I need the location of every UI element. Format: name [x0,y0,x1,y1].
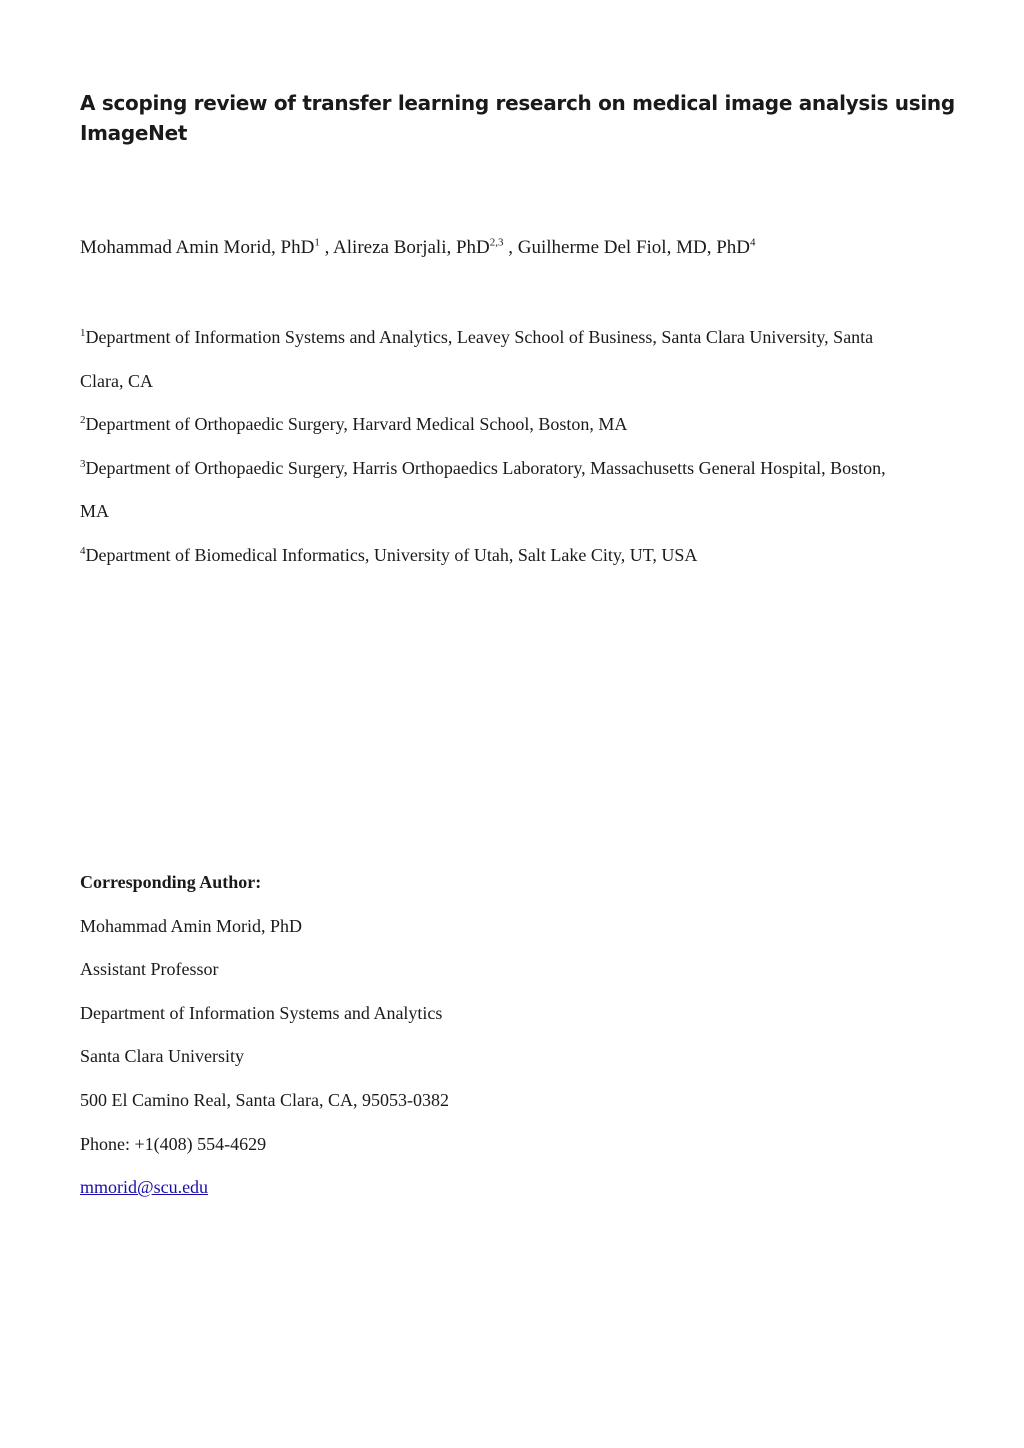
author-affiliation-marker: 1 [314,236,320,249]
affiliation-text: Department of Information Systems and Analytics, Leavey School of Business, Santa Clara University, Santa [85,327,874,347]
author-separator: , [503,237,518,258]
author-list [80,236,960,260]
affiliation-item [80,447,950,491]
corresponding-author-name: Mohammad Amin Morid, PhD [80,915,303,936]
affiliation-text: Department of Biomedical Informatics, University of Utah, Salt Lake City, UT, USA [85,544,698,565]
author-name: Guilherme Del Fiol, MD, PhD [517,237,750,258]
email-link[interactable]: mmorid@scu.edu [80,1177,209,1198]
affiliation-marker: 4 [80,544,86,557]
corresponding-author-address: 500 El Camino Real, Santa Clara, CA, 95053-0382 [80,1089,449,1110]
corresponding-author-phone: Phone: +1(408) 554-4629 [80,1133,267,1154]
corresponding-author-position: Assistant Professor [80,959,219,980]
affiliation-item [80,534,950,578]
corresponding-author-email-line [80,1166,950,1210]
affiliation-item [80,403,950,447]
affiliation-list [80,316,950,578]
affiliation-continuation: MA [80,501,110,522]
author-name: Alireza Borjali, PhD [333,237,490,258]
affiliation-text: Department of Orthopaedic Surgery, Harvard Medical School, Boston, MA [85,414,628,435]
affiliation-marker: 2 [80,414,86,427]
corresponding-author-department: Department of Information Systems and Analytics [80,1002,443,1023]
author-separator: , [319,237,334,258]
author-affiliation-marker: 2,3 [489,236,504,249]
affiliation-text: Department of Orthopaedic Surgery, Harris Orthopaedics Laboratory, Massachusetts General Hospital, Boston, [85,457,886,478]
corresponding-author-heading: Corresponding Author: [80,872,262,892]
affiliation-item [80,316,950,360]
affiliation-marker: 1 [80,327,86,339]
corresponding-author-block [80,861,950,1210]
author-affiliation-marker: 4 [749,236,756,249]
affiliation-continuation: Clara, CA [80,370,153,391]
paper-title: A scoping review of transfer learning research on medical image analysis using ImageNet [80,91,955,145]
affiliation-marker: 3 [80,457,86,470]
author-name: Mohammad Amin Morid, PhD [80,237,315,258]
corresponding-author-university: Santa Clara University [80,1046,244,1067]
